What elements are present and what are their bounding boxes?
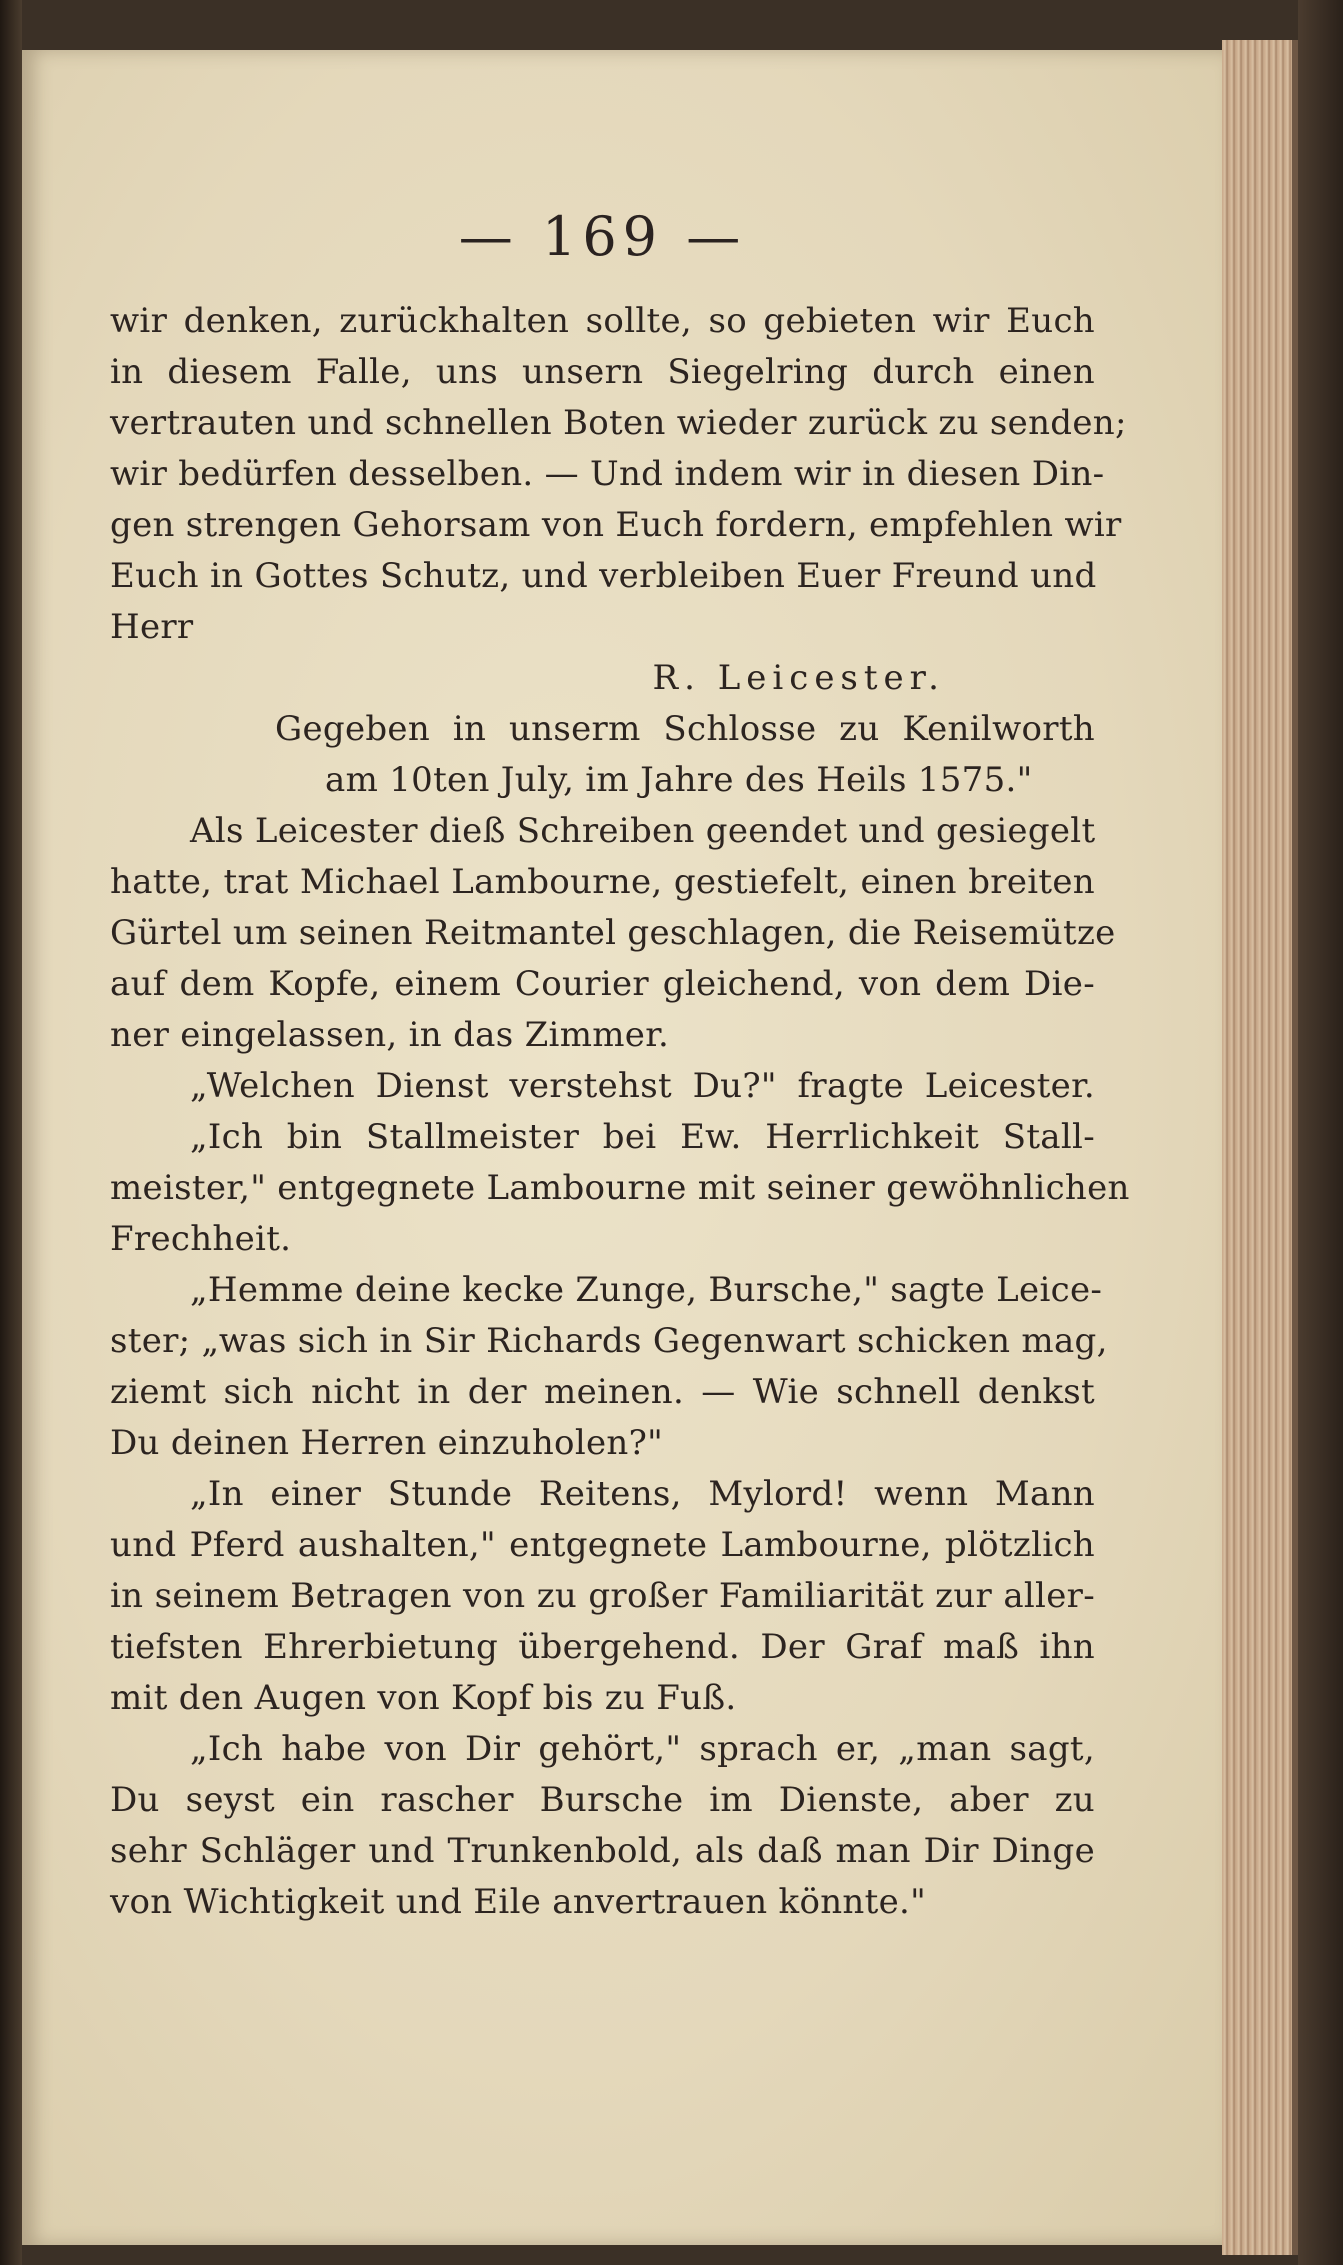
text-line: ner eingelassen, in das Zimmer.: [110, 1015, 670, 1055]
text-line: „In einer Stunde Reitens, Mylord! wenn Mann: [190, 1474, 1095, 1514]
dateline: Gegeben in unserm Schlosse zu Kenilworth: [275, 709, 1095, 749]
text-line: Als Leicester dieß Schreiben geendet und gesiegelt: [190, 811, 1096, 851]
text-line: „Ich habe von Dir gehört," sprach er, „man sagt,: [190, 1729, 1095, 1769]
text-line: und Pferd aushalten," entgegnete Lambourne, plötzlich: [110, 1525, 1095, 1565]
signature-line: R. Leicester.: [652, 658, 945, 698]
page-number-header: — 169 —: [458, 205, 747, 268]
text-line: meister," entgegnete Lambourne mit seiner gewöhnlichen: [110, 1168, 1130, 1208]
text-line: gen strengen Gehorsam von Euch fordern, empfehlen wir: [110, 505, 1122, 545]
text-line: in diesem Falle, uns unsern Siegelring durch einen: [110, 352, 1095, 392]
text-line: mit den Augen von Kopf bis zu Fuß.: [110, 1678, 737, 1718]
text-line: in seinem Betragen von zu großer Familiarität zur aller-: [110, 1576, 1095, 1616]
book-cover-left: [0, 0, 22, 2265]
text-line: Du deinen Herren einzuholen?": [110, 1423, 664, 1463]
text-line: wir bedürfen desselben. — Und indem wir in diesen Din-: [110, 454, 1105, 494]
text-line: sehr Schläger und Trunkenbold, als daß man Dir Dinge: [110, 1831, 1095, 1871]
text-line: ziemt sich nicht in der meinen. — Wie schnell denkst: [110, 1372, 1095, 1412]
text-line: „Welchen Dienst verstehst Du?" fragte Leicester.: [190, 1066, 1095, 1106]
text-line: Frechheit.: [110, 1219, 292, 1259]
text-line: „Hemme deine kecke Zunge, Bursche," sagte Leice-: [190, 1270, 1103, 1310]
text-line: hatte, trat Michael Lambourne, gestiefelt, einen breiten: [110, 862, 1095, 902]
dateline: am 10ten July, im Jahre des Heils 1575.": [325, 760, 1033, 800]
text-line: auf dem Kopfe, einem Courier gleichend, von dem Die-: [110, 964, 1095, 1004]
page-edges: [1222, 40, 1298, 2255]
text-line: Du seyst ein rascher Bursche im Dienste, aber zu: [110, 1780, 1095, 1820]
book-cover-right: [1298, 0, 1343, 2265]
text-line: Euch in Gottes Schutz, und verbleiben Euer Freund und: [110, 556, 1097, 596]
text-line: von Wichtigkeit und Eile anvertrauen könnte.": [110, 1882, 927, 1922]
page-text: [110, 205, 1130, 1928]
text-line: vertrauten und schnellen Boten wieder zurück zu senden;: [110, 403, 1127, 443]
text-line: „Ich bin Stallmeister bei Ew. Herrlichkeit Stall-: [190, 1117, 1095, 1157]
text-line: ster; „was sich in Sir Richards Gegenwart schicken mag,: [110, 1321, 1108, 1361]
text-line: Herr: [110, 607, 194, 647]
text-line: Gürtel um seinen Reitmantel geschlagen, die Reisemütze: [110, 913, 1116, 953]
text-line: tiefsten Ehrerbietung übergehend. Der Graf maß ihn: [110, 1627, 1095, 1667]
text-line: wir denken, zurückhalten sollte, so gebieten wir Euch: [110, 301, 1095, 341]
